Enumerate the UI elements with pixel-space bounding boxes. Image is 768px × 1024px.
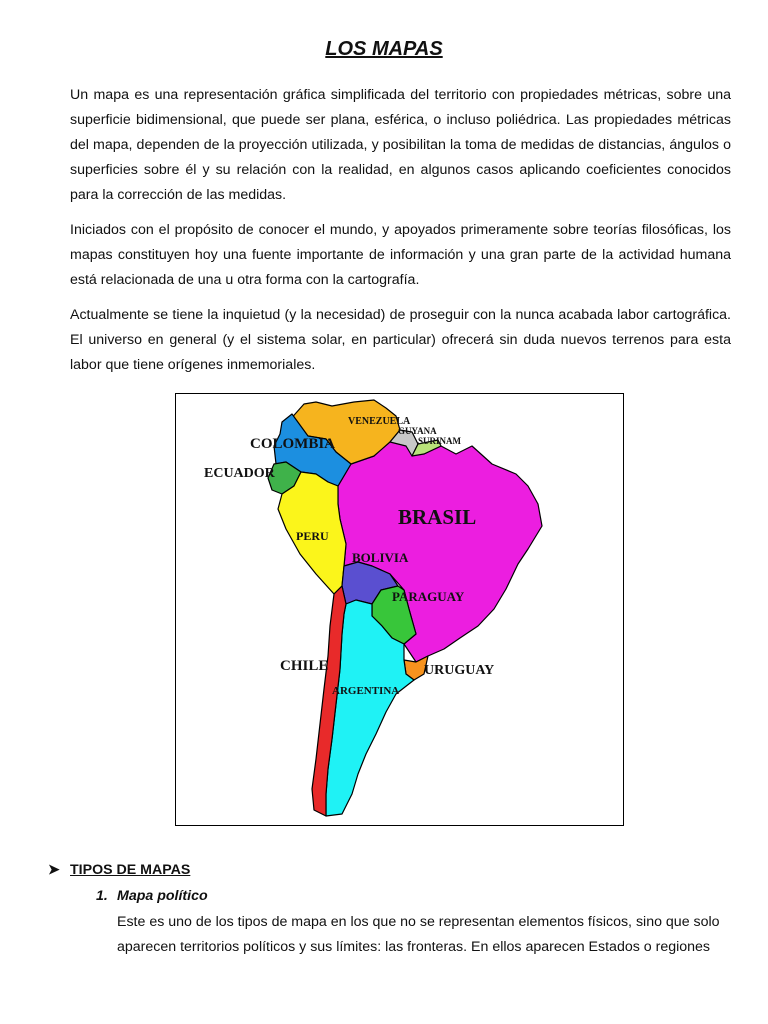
paragraph-current: Actualmente se tiene la inquietud (y la necesidad) de proseguir con la nunca acabada labor cartográfica. El universo en general (y el sistema solar, en particular) ofrecerá sin duda nuevos terrenos para esta labor que tiene orígenes inmemoriales. [70,307,731,373]
paragraph-political-map: Este es uno de los tipos de mapa en los que no se representan elementos físicos, sino que solo aparecen territorios políticos y sus límites: las fronteras. En ellos aparecen Estados o regiones [117,914,720,955]
arrow-bullet-icon: ➤ [48,862,60,878]
paragraph-intro: Un mapa es una representación gráfica simplificada del territorio con propiedades métricas, sobre una superficie bidimensional, que puede ser plana, esférica, o incluso poliédrica. Las propiedades métricas del mapa, dependen de la proyección utilizada, y posibilitan la toma de medidas de distancias, ángulos o superficies sobre él y su relación con la realidad, en algunos casos aplicando coeficientes conocidos para la corrección de las medidas. [70,87,731,203]
page-title: LOS MAPAS [325,38,443,60]
paraguay-label: PARAGUAY [392,589,465,604]
south-america-map [175,393,624,826]
section-heading: ➤ TIPOS DE MAPAS [48,862,191,878]
brasil-label: BRASIL [398,505,477,529]
ecuador-label: ECUADOR [204,466,275,481]
venezuela-label: VENEZUELA [348,416,411,427]
paragraph-origins: Iniciados con el propósito de conocer el mundo, y apoyados primeramente sobre teorías filosóficas, los mapas constituyen hoy una fuente importante de información y una gran parte de la actividad humana está relacionada de una u otra forma con la cartografía. [70,222,731,288]
uruguay-label: URUGUAY [424,663,495,678]
colombia-label: COLOMBIA [250,436,336,452]
bolivia-label: BOLIVIA [352,550,409,565]
chile-label: CHILE [280,658,329,674]
argentina-label: ARGENTINA [332,685,400,697]
subsection-heading: 1. Mapa político [96,888,208,904]
guyana-label: GUYANA [398,426,437,436]
surinam-label: SURINAM [418,436,462,446]
peru-label: PERU [296,529,329,543]
